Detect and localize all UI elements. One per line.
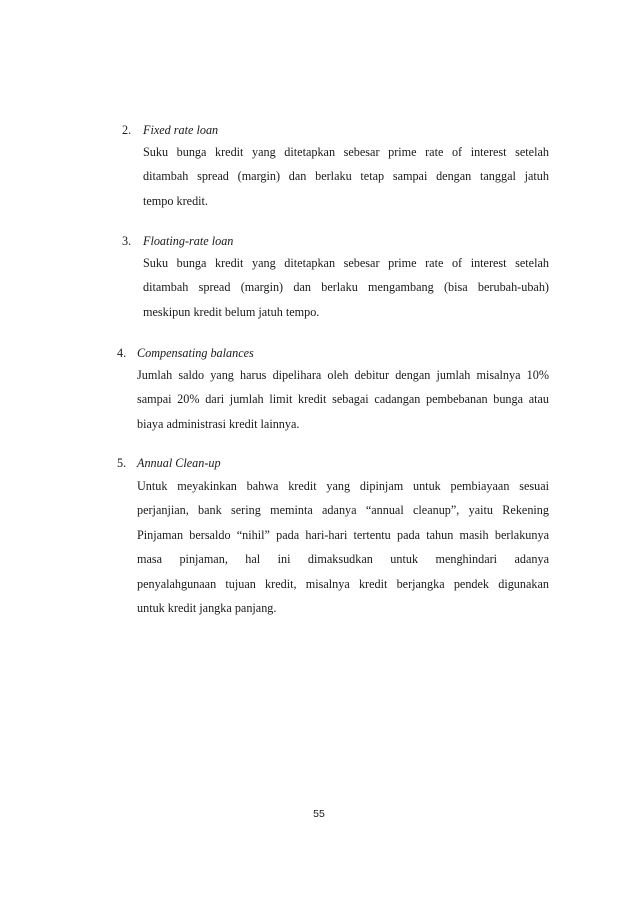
item-description	[143, 251, 549, 324]
item-number: 3.	[122, 234, 132, 248]
item-title: Floating-rate loan	[143, 234, 234, 248]
page-number: 55	[313, 808, 325, 820]
paragraph-line: tempo kredit.	[143, 193, 208, 208]
item-heading	[122, 233, 233, 249]
item-number: 4.	[117, 346, 127, 360]
paragraph-line: Untuk meyakinkan bahwa kredit yang dipinjam untuk pembiayaan sesuai	[137, 479, 549, 493]
item-number: 2.	[122, 123, 132, 137]
paragraph-line: perjanjian, bank sering meminta adanya “annual cleanup”, yaitu Rekening	[137, 503, 549, 518]
item-heading	[117, 455, 221, 471]
item-title: Annual Clean-up	[137, 456, 221, 470]
paragraph-line: ditambah spread (margin) dan berlaku mengambang (bisa berubah-ubah)	[143, 280, 549, 295]
item-title: Fixed rate loan	[143, 123, 219, 137]
paragraph-line: penyalahgunaan tujuan kredit, misalnya kredit berjangka pendek digunakan	[137, 576, 549, 591]
paragraph-line: Jumlah saldo yang harus dipelihara oleh debitur dengan jumlah misalnya 10%	[137, 368, 549, 382]
item-number: 5.	[117, 456, 127, 470]
paragraph-line: untuk kredit jangka panjang.	[137, 600, 277, 615]
paragraph-line: Suku bunga kredit yang ditetapkan sebesar prime rate of interest setelah	[143, 145, 549, 159]
item-description	[143, 140, 549, 213]
paragraph-line: ditambah spread (margin) dan berlaku tetap sampai dengan tanggal jatuh	[143, 169, 549, 184]
paragraph-line: meskipun kredit belum jatuh tempo.	[143, 304, 320, 319]
paragraph-line: Suku bunga kredit yang ditetapkan sebesar prime rate of interest setelah	[143, 256, 549, 270]
item-title: Compensating balances	[137, 346, 254, 360]
item-description	[137, 363, 549, 436]
paragraph-line: Pinjaman bersaldo “nihil” pada hari-hari tertentu pada tahun masih berlakunya	[137, 527, 549, 542]
paragraph-line: masa pinjaman, hal ini dimaksudkan untuk menghindari adanya	[137, 552, 549, 567]
paragraph-line: biaya administrasi kredit lainnya.	[137, 416, 300, 431]
paragraph-line: sampai 20% dari jumlah limit kredit sebagai cadangan pembebanan bunga atau	[137, 392, 549, 407]
item-heading	[122, 122, 218, 138]
item-description	[137, 474, 549, 620]
item-heading	[117, 345, 254, 361]
